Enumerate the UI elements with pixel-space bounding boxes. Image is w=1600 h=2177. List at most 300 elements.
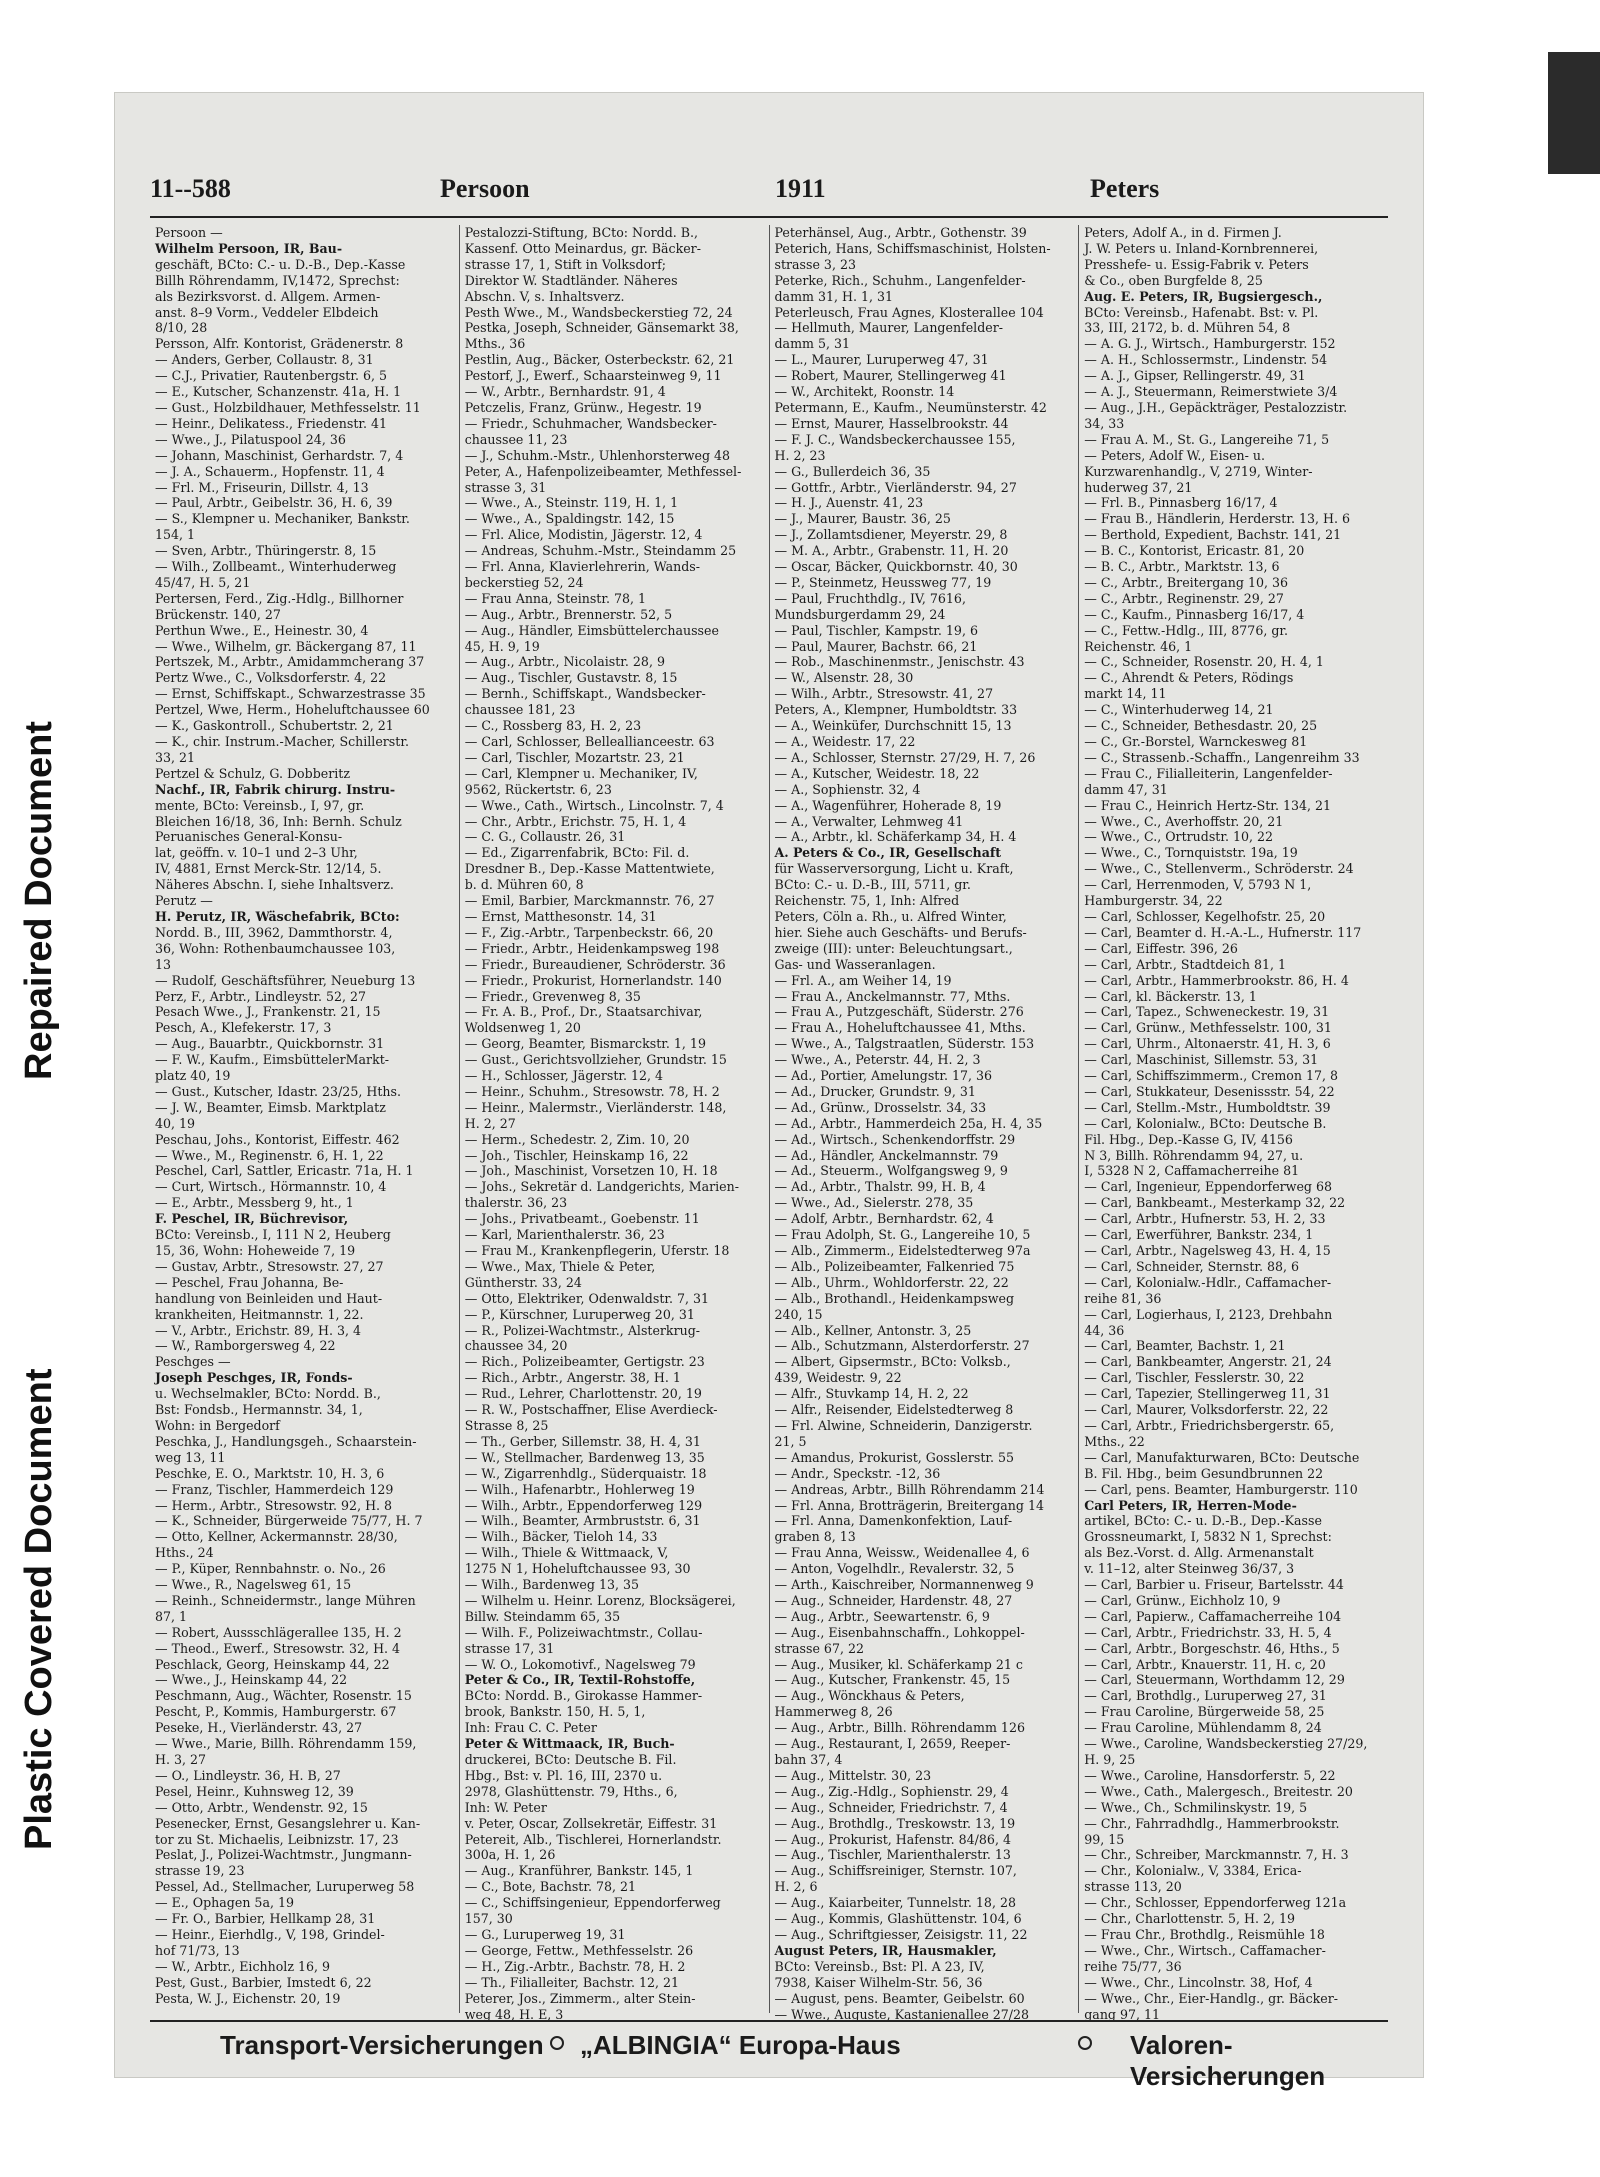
directory-entry-line: — Emil, Barbier, Marckmannstr. 76, 27 (464, 893, 715, 909)
directory-entry-line: — Carl, Arbtr., Hufnerstr. 53, H. 2, 33 (1084, 1211, 1326, 1227)
directory-entry-line: — W., Alsenstr. 28, 30 (774, 670, 914, 686)
directory-entry-line: — A. J., Steuermann, Reimerstwiete 3/4 (1084, 384, 1338, 400)
directory-entry-line: — Joh., Maschinist, Vorsetzen 10, H. 18 (464, 1163, 718, 1179)
directory-entry-line: Petczelis, Franz, Grünw., Hegestr. 19 (464, 399, 702, 415)
directory-entry-line: 45, H. 9, 19 (464, 638, 540, 654)
directory-entry-line: — Friedr., Schuhmacher, Wandsbecker- (464, 415, 717, 431)
directory-entry-line: — Andreas, Schuhm.-Mstr., Steindamm 25 (464, 543, 737, 559)
directory-entry-line: — Aug., Arbtr., Seewartenstr. 6, 9 (774, 1608, 990, 1624)
directory-entry-line: — F. J. C., Wandsbeckerchaussee 155, (774, 431, 1016, 447)
directory-entry-line: — Carl, Arbtr., Friedrichsbergerstr. 65, (1084, 1417, 1335, 1433)
directory-entry-line: — Carl, Schlosser, Belleallianceestr. 63 (464, 734, 715, 749)
directory-entry-line: Perthun Wwe., E., Heinestr. 30, 4 (155, 622, 369, 638)
directory-entry-line: — Ed., Zigarrenfabrik, BCto: Fil. d. (464, 845, 690, 861)
directory-entry-line: — Carl, Papierw., Caffamacherreihe 104 (1084, 1608, 1342, 1624)
directory-entry-line: — Frau Chr., Brothdlg., Reismühle 18 (1084, 1926, 1325, 1942)
directory-entry-line: Perutz — (155, 893, 213, 909)
bullet-circle-icon (1078, 2036, 1092, 2050)
directory-entry-line: — Carl, Tapezier, Stellingerweg 11, 31 (1084, 1386, 1331, 1402)
directory-entry-line: — L., Maurer, Luruperweg 47, 31 (774, 352, 989, 368)
directory-entry-line: Pest, Gust., Barbier, Imstedt 6, 22 (155, 1974, 372, 1990)
directory-entry-line: 15, 36, Wohn: Hoheweide 7, 19 (155, 1243, 356, 1258)
plastic-covered-label: Plastic Covered Document (18, 1368, 60, 1850)
directory-entry-line: — Wwe., M., Reginenstr. 6, H. 1, 22 (155, 1147, 384, 1163)
directory-entry-line: — Frl. A., am Weiher 14, 19 (774, 972, 952, 988)
directory-entry-line: — Gust., Kutscher, Idastr. 23/25, Hths. (155, 1083, 401, 1099)
repaired-document-label: Repaired Document (18, 721, 60, 1080)
directory-entry-line: — Carl, pens. Beamter, Hamburgerstr. 110 (1084, 1481, 1358, 1497)
directory-entry-line: — C., Fettw.-Hdlg., III, 8776, gr. (1084, 622, 1289, 638)
directory-entry-line: — G., Luruperweg 19, 31 (464, 1926, 626, 1942)
directory-entry-line: — Carl, Brothdlg., Luruperweg 27, 31 (1084, 1688, 1327, 1704)
directory-entry-line: — Ernst, Schiffskapt., Schwarzestrasse 35 (155, 686, 426, 702)
directory-entry-line: — Wilh. F., Polizeiwachtmstr., Collau- (464, 1624, 703, 1640)
directory-entry-line: — Peters, Adolf W., Eisen- u. (1084, 447, 1266, 463)
directory-entry-line: beckerstieg 52, 24 (464, 574, 584, 590)
directory-entry-line: — Berthold, Expedient, Bachstr. 141, 21 (1084, 527, 1342, 543)
directory-entry-line: — Reinh., Schneidermstr., lange Mühren (155, 1592, 416, 1608)
directory-entry-line: — Aug., Zig.-Hdlg., Sophienstr. 29, 4 (774, 1783, 1009, 1799)
directory-entry-line: — Wwe., C., Ortrudstr. 10, 22 (1084, 829, 1274, 845)
directory-entry-line: — Wwe., A., Spaldingstr. 142, 15 (464, 511, 675, 527)
directory-entry-line: — Carl, Schiffszimmerm., Cremon 17, 8 (1084, 1068, 1339, 1084)
directory-entry-line: — Th., Filialleiter, Bachstr. 12, 21 (464, 1974, 680, 1990)
directory-entry-line: — Wwe., A., Steinstr. 119, H. 1, 1 (464, 495, 679, 511)
directory-entry-line: 40, 19 (155, 1115, 196, 1131)
directory-entry-line: anst. 8–9 Vorm., Veddeler Elbdeich (155, 304, 379, 320)
directory-entry-line: — Ad., Händler, Anckelmannstr. 79 (774, 1147, 999, 1163)
directory-entry-line: Peters, Adolf A., in d. Firmen J. (1084, 225, 1282, 240)
directory-entry-line: Peschke, E. O., Marktstr. 10, H. 3, 6 (155, 1465, 385, 1481)
directory-entry-line: Güntherstr. 33, 24 (464, 1274, 582, 1290)
directory-entry-line: Nachf., IR, Fabrik chirurg. Instru- (155, 781, 396, 797)
directory-entry-line: markt 14, 11 (1084, 686, 1167, 702)
directory-entry-line: Persoon — (155, 225, 223, 240)
directory-entry-line: — Carl, Ewerführer, Bankstr. 234, 1 (1084, 1227, 1314, 1243)
directory-entry-line: Pesenecker, Ernst, Gesangslehrer u. Kan- (155, 1815, 421, 1831)
directory-entry-line: — Carl, Stukkateur, Desenissstr. 54, 22 (1084, 1083, 1335, 1099)
directory-entry-line: — C.J., Privatier, Rautenbergstr. 6, 5 (155, 368, 388, 384)
directory-entry-line: — J. A., Schauerm., Hopfenstr. 11, 4 (155, 463, 385, 479)
directory-entry-line: — Wwe., Cath., Malergesch., Breitestr. 20 (1084, 1783, 1353, 1799)
directory-entry-line: — Heinr., Malermstr., Vierländerstr. 148, (464, 1099, 727, 1115)
directory-entry-line: tor zu St. Michaelis, Leibnizstr. 17, 23 (155, 1831, 399, 1847)
directory-entry-line: — A., Schlosser, Sternstr. 27/29, H. 7, 26 (774, 749, 1036, 765)
directory-entry-line: 1275 N 1, Hoheluftchaussee 93, 30 (464, 1561, 691, 1577)
directory-entry-line: weg 13, 11 (155, 1449, 226, 1465)
directory-entry-line: Billw. Steindamm 65, 35 (464, 1608, 621, 1624)
directory-entry-line: handlung von Beinleiden und Haut- (155, 1290, 383, 1306)
directory-entry-line: — Ad., Portier, Amelungstr. 17, 36 (774, 1068, 993, 1084)
directory-entry-line: — Carl, Grünw., Methfesselstr. 100, 31 (1084, 1020, 1332, 1036)
directory-entry-line: — A., Weinküfer, Durchschnitt 15, 13 (774, 718, 1012, 734)
directory-entry-line: chaussee 11, 23 (464, 431, 568, 447)
directory-entry-line: thalerstr. 36, 23 (464, 1195, 568, 1211)
directory-entry-line: 9562, Rückertstr. 6, 23 (464, 781, 612, 797)
directory-entry-line: — Andreas, Arbtr., Billh Röhrendamm 214 (774, 1481, 1045, 1497)
directory-entry-line: Peter & Wittmaack, IR, Buch- (464, 1736, 675, 1752)
directory-entry-line: für Wasserversorgung, Licht u. Kraft, (774, 861, 1014, 877)
directory-entry-line: Hbg., Bst: v. Pl. 16, III, 2370 u. (464, 1767, 663, 1783)
directory-entry-line: Bst: Fondsb., Hermannstr. 34, 1, (155, 1402, 363, 1418)
directory-entry-line: — Aug., Schneider, Friedrichstr. 7, 4 (774, 1799, 1008, 1815)
directory-entry-line: — H. J., Auenstr. 41, 23 (774, 495, 924, 511)
directory-entry-line: 154, 1 (155, 527, 196, 543)
directory-entry-line: — Wwe., Marie, Billh. Röhrendamm 159, (155, 1736, 417, 1752)
directory-entry-line: — Frau A., Anckelmannstr. 77, Mths. (774, 988, 1011, 1004)
directory-entry-line: — Aug., J.H., Gepäckträger, Pestalozzistr. (1084, 399, 1348, 415)
directory-entry-line: — Rich., Polizeibeamter, Gertigstr. 23 (464, 1354, 705, 1370)
directory-entry-line: — Frau C., Filialleiterin, Langenfelder- (1084, 765, 1333, 781)
directory-entry-line: reihe 81, 36 (1084, 1290, 1162, 1306)
directory-entry-line: — Frau Anna, Steinstr. 78, 1 (464, 590, 647, 606)
directory-entry-line: — Wwe., R., Nagelsweg 61, 15 (155, 1577, 352, 1593)
directory-entry-line: als Bezirksvorst. d. Allgem. Armen- (155, 288, 381, 304)
directory-entry-line: — Frl. Alwine, Schneiderin, Danzigerstr. (774, 1417, 1033, 1433)
directory-entry-line: Peschka, J., Handlungsgeh., Schaarstein- (155, 1433, 417, 1449)
directory-entry-line: — Wwe., Chr., Wirtsch., Caffamacher- (1084, 1942, 1326, 1958)
directory-entry-line: — George, Fettw., Methfesselstr. 26 (464, 1942, 694, 1958)
directory-entry-line: Strasse 8, 25 (464, 1417, 549, 1433)
directory-entry-line: — Friedr., Prokurist, Hornerlandstr. 140 (464, 972, 722, 988)
directory-entry-line: — A. H., Schlossermstr., Lindenstr. 54 (1084, 352, 1328, 368)
directory-entry-line: — Carl, Klempner u. Mechaniker, IV, (464, 765, 698, 781)
directory-entry-line: — Carl, Manufakturwaren, BCto: Deutsche (1084, 1449, 1360, 1465)
directory-entry-line: H. 2, 23 (774, 447, 826, 463)
directory-entry-line: — Amandus, Prokurist, Gosslerstr. 55 (774, 1449, 1015, 1465)
directory-entry-line: — Wilh., Bäcker, Tieloh 14, 33 (464, 1529, 658, 1545)
directory-entry-line: — Aug., Musiker, kl. Schäferkamp 21 c (774, 1656, 1023, 1672)
directory-entry-line: Brückenstr. 140, 27 (155, 606, 281, 622)
directory-entry-line: — Otto, Elektriker, Odenwaldstr. 7, 31 (464, 1290, 710, 1306)
directory-entry-line: — Aug., Kutscher, Frankenstr. 45, 15 (774, 1672, 1011, 1688)
directory-entry-line: — Ad., Arbtr., Thalstr. 99, H. B, 4 (774, 1179, 986, 1195)
directory-entry-line: bahn 37, 4 (774, 1752, 843, 1767)
directory-entry-line: Pertzel, Wwe, Herm., Hoheluftchaussee 60 (155, 702, 430, 718)
directory-entry-line: — C., Arbtr., Breitergang 10, 36 (1084, 574, 1289, 590)
directory-entry-line: 13 (155, 956, 172, 972)
directory-entry-line: — Carl, Arbtr., Stadtdeich 81, 1 (1084, 956, 1287, 972)
directory-entry-line: — Carl, Schneider, Sternstr. 88, 6 (1084, 1258, 1300, 1274)
directory-entry-line: — Frau B., Händlerin, Herderstr. 13, H. 6 (1084, 511, 1350, 527)
footer-center-ad: „ALBINGIA“ Europa-Haus (580, 2030, 901, 2060)
directory-entry-line: — Alb., Brothandl., Heidenkampsweg (774, 1290, 1015, 1306)
directory-entry-line: lat, geöffn. v. 10–1 und 2–3 Uhr, (155, 845, 358, 861)
directory-entry-line: Pertersen, Ferd., Zig.-Hdlg., Billhorner (155, 590, 404, 606)
directory-entry-line: — Heinr., Delikatess., Friedenstr. 41 (155, 415, 388, 431)
directory-entry-line: — Wilh., Zollbeamt., Winterhuderweg (155, 559, 397, 575)
directory-entry-line: — A., Arbtr., kl. Schäferkamp 34, H. 4 (774, 829, 1017, 845)
directory-entry-line: Petereit, Alb., Tischlerei, Hornerlandstr. (464, 1831, 722, 1847)
directory-entry-line: — Frl. Anna, Damenkonfektion, Lauf- (774, 1513, 1013, 1529)
directory-entry-line: — F. W., Kaufm., EimsbüttelerMarkt- (155, 1052, 390, 1068)
directory-entry-line: Presshefe- u. Essig-Fabrik v. Peters (1084, 256, 1309, 272)
directory-entry-line: H. 3, 27 (155, 1752, 207, 1767)
directory-entry-line: 33, 21 (155, 749, 196, 765)
directory-entry-line: chaussee 181, 23 (464, 702, 576, 718)
directory-entry-line: — Fr. A. B., Prof., Dr., Staatsarchivar, (464, 1004, 703, 1020)
directory-entry-line: — R. W., Postschaffner, Elise Averdieck- (464, 1402, 718, 1418)
directory-columns (150, 225, 1388, 2022)
directory-entry-line: graben 8, 13 (774, 1529, 856, 1545)
directory-entry-line: — Friedr., Arbtr., Heidenkampsweg 198 (464, 940, 720, 956)
directory-entry-line: — C., Schiffsingenieur, Eppendorferweg (464, 1895, 721, 1911)
directory-entry-line: — Ad., Wirtsch., Schenkendorffstr. 29 (774, 1131, 1016, 1147)
directory-entry-line: — Carl, Grünw., Eichholz 10, 9 (1084, 1592, 1281, 1608)
directory-entry-line: damm 31, H. 1, 31 (774, 288, 894, 304)
directory-entry-line: — Carl, Bankbeamt., Mesterkamp 32, 22 (1084, 1195, 1346, 1211)
directory-entry-line: Abschn. V, s. Inhaltsverz. (464, 288, 625, 304)
directory-entry-line: Pestka, Joseph, Schneider, Gänsemarkt 38, (464, 320, 739, 336)
directory-entry-line: BCto: Vereinsb., Hafenabt. Bst: v. Pl. (1084, 304, 1319, 320)
directory-entry-line: IV, 4881, Ernst Merck-Str. 12/14, 5. (155, 861, 382, 877)
directory-entry-line: — August, pens. Beamter, Geibelstr. 60 (774, 1990, 1025, 2006)
directory-entry-line: — Carl, Logierhaus, I, 2123, Drehbahn (1084, 1306, 1333, 1322)
directory-entry-line: Pesel, Heinr., Kuhnsweg 12, 39 (155, 1783, 354, 1799)
directory-entry-line: — Frau C., Heinrich Hertz-Str. 134, 21 (1084, 797, 1332, 813)
directory-entry-line: artikel, BCto: C.- u. D.-B., Dep.-Kasse (1084, 1513, 1322, 1529)
directory-entry-line: — Sven, Arbtr., Thüringerstr. 8, 15 (155, 543, 377, 559)
directory-entry-line: H. Perutz, IR, Wäschefabrik, BCto: (155, 908, 400, 924)
directory-entry-line: — Carl, Tapez., Schweneckestr. 19, 31 (1084, 1004, 1330, 1020)
directory-entry-line: — Alb., Uhrm., Wohldorferstr. 22, 22 (774, 1274, 1009, 1290)
directory-entry-line: — H., Schlosser, Jägerstr. 12, 4 (464, 1068, 664, 1084)
bullet-circle-icon (550, 2036, 564, 2050)
directory-entry-line: 300a, H. 1, 26 (464, 1847, 556, 1863)
directory-entry-line: — W., Ramborgersweg 4, 22 (155, 1338, 336, 1354)
directory-entry-line: — W., Architekt, Roonstr. 14 (774, 384, 955, 400)
directory-entry-line: — H., Zig.-Arbtr., Bachstr. 78, H. 2 (464, 1958, 686, 1974)
directory-entry-line: Reichenstr. 75, 1, Inh: Alfred (774, 893, 960, 909)
directory-entry-line: — Otto, Kellner, Ackermannstr. 28/30, (155, 1529, 398, 1545)
directory-entry-line: — Otto, Arbtr., Wendenstr. 92, 15 (155, 1799, 368, 1815)
directory-entry-line: — C., Schneider, Rosenstr. 20, H. 4, 1 (1084, 654, 1324, 670)
directory-entry-line: — Aug., Arbtr., Billh. Röhrendamm 126 (774, 1720, 1025, 1736)
directory-entry-line: H. 9, 25 (1084, 1752, 1136, 1767)
directory-entry-line: — P., Steinmetz, Heussweg 77, 19 (774, 574, 992, 590)
directory-entry-line: — Ad., Grünw., Drosselstr. 34, 33 (774, 1099, 987, 1115)
directory-entry-line: — Frl. Alice, Modistin, Jägerstr. 12, 4 (464, 527, 703, 543)
directory-entry-line: Peschges — (155, 1354, 231, 1370)
directory-entry-line: — Carl, Beamter, Bachstr. 1, 21 (1084, 1338, 1286, 1354)
directory-entry-line: — Rich., Arbtr., Angerstr. 38, H. 1 (464, 1370, 681, 1386)
directory-entry-line: hof 71/73, 13 (155, 1942, 240, 1958)
directory-entry-line: damm 47, 31 (1084, 781, 1168, 797)
directory-entry-line: — Robert, Aussschlägerallee 135, H. 2 (155, 1624, 402, 1640)
directory-entry-line: — A., Wagenführer, Hoherade 8, 19 (774, 797, 1002, 813)
directory-entry-line: — Alb., Polizeibeamter, Falkenried 75 (774, 1258, 1015, 1274)
directory-entry-line: — E., Arbtr., Messberg 9, ht., 1 (155, 1195, 354, 1211)
directory-entry-line: — Carl, Tischler, Fesslerstr. 30, 22 (1084, 1370, 1305, 1386)
directory-entry-line: — Carl, Bankbeamter, Angerstr. 21, 24 (1084, 1354, 1332, 1370)
directory-entry-line: — K., chir. Instrum.-Macher, Schillerstr. (155, 734, 409, 749)
directory-entry-line: — K., Schneider, Bürgerweide 75/77, H. 7 (155, 1513, 423, 1529)
directory-entry-line: — Aug., Schriftgiesser, Zeisigstr. 11, 22 (774, 1926, 1028, 1942)
directory-entry-line: — Aug., Eisenbahnschaffn., Lohkoppel- (774, 1624, 1025, 1640)
directory-entry-line: — Wilh., Bardenweg 13, 35 (464, 1577, 640, 1593)
directory-entry-line: mente, BCto: Vereinsb., I, 97, gr. (155, 797, 365, 813)
directory-entry-line: — C., Rossberg 83, H. 2, 23 (464, 718, 642, 734)
directory-entry-line: — A., Sophienstr. 32, 4 (774, 781, 921, 797)
directory-entry-line: — W., Arbtr., Bernhardstr. 91, 4 (464, 384, 666, 400)
directory-entry-line: F. Peschel, IR, Büchrevisor, (155, 1211, 349, 1227)
directory-entry-line: — C., Schneider, Bethesdastr. 20, 25 (1084, 718, 1318, 734)
directory-entry-line: — Gottfr., Arbtr., Vierländerstr. 94, 27 (774, 479, 1017, 495)
directory-entry-line: — Paul, Maurer, Bachstr. 66, 21 (774, 638, 978, 654)
directory-entry-line: huderweg 37, 21 (1084, 479, 1193, 495)
directory-entry-line: — B. C., Kontorist, Ericastr. 81, 20 (1084, 543, 1305, 559)
directory-entry-line: — Johs., Privatbeamt., Goebenstr. 11 (464, 1211, 700, 1227)
directory-entry-line: Peters, A., Klempner, Humboldtstr. 33 (774, 702, 1018, 718)
directory-entry-line: — Carl, Arbtr., Nagelsweg 43, H. 4, 15 (1084, 1243, 1331, 1258)
directory-entry-line: weg 48, H. E, 3 (464, 2006, 564, 2022)
header-left-name: Persoon (440, 174, 530, 203)
directory-entry-line: — C., Arbtr., Reginenstr. 29, 27 (1084, 590, 1284, 606)
directory-entry-line: H. 2, 27 (464, 1115, 516, 1131)
directory-entry-line: — Aug., Wönckhaus & Peters, (774, 1688, 965, 1704)
directory-entry-line: strasse 3, 31 (464, 479, 547, 495)
directory-entry-line: Fil. Hbg., Dep.-Kasse G, IV, 4156 (1084, 1131, 1293, 1147)
directory-entry-line: chaussee 34, 20 (464, 1338, 568, 1354)
directory-entry-line: — Johann, Maschinist, Gerhardstr. 7, 4 (155, 447, 404, 463)
directory-entry-line: Peschlack, Georg, Heinskamp 44, 22 (155, 1656, 390, 1672)
directory-entry-line: — W., Arbtr., Eichholz 16, 9 (155, 1958, 331, 1974)
directory-entry-line: — Frau Anna, Weissw., Weidenallee 4, 6 (774, 1545, 1030, 1561)
footer-left-ad: Transport-Versicherungen (220, 2030, 544, 2060)
header-right-name: Peters (1090, 174, 1160, 203)
directory-entry-line: Peschau, Johs., Kontorist, Eiffestr. 462 (155, 1131, 400, 1147)
directory-entry-line: Reichenstr. 46, 1 (1084, 638, 1193, 654)
directory-entry-line: — Wilhelm u. Heinr. Lorenz, Blocksägerei, (464, 1592, 736, 1608)
directory-entry-line: Peterich, Hans, Schiffsmaschinist, Holsten- (774, 240, 1051, 256)
directory-entry-line: Pertszek, M., Arbtr., Amidammcherang 37 (155, 654, 425, 670)
directory-entry-line: — Hellmuth, Maurer, Langenfelder- (774, 320, 1003, 336)
directory-entry-line: — C., Bote, Bachstr. 78, 21 (464, 1879, 637, 1895)
directory-entry-line: — Wwe., J., Heinskamp 44, 22 (155, 1672, 348, 1688)
directory-entry-line: Peterleusch, Frau Agnes, Klosterallee 104 (774, 304, 1044, 320)
directory-entry-line: — Herm., Arbtr., Stresowstr. 92, H. 8 (155, 1497, 393, 1513)
directory-entry-line: Pestorf, J., Ewerf., Schaarsteinweg 9, 11 (464, 368, 722, 384)
directory-entry-line: — Wwe., Ch., Schmilinskystr. 19, 5 (1084, 1799, 1308, 1815)
directory-entry-line: — Alb., Schutzmann, Alsterdorferstr. 27 (774, 1338, 1030, 1354)
directory-entry-line: — K., Gaskontroll., Schubertstr. 2, 21 (155, 718, 394, 734)
directory-entry-line: Pertzel & Schulz, G. Dobberitz (155, 765, 350, 781)
directory-entry-line: Peruanisches General-Konsu- (155, 829, 343, 845)
directory-entry-line: — Aug., Kaiarbeiter, Tunnelstr. 18, 28 (774, 1895, 1016, 1911)
directory-entry-line: — Carl, Maurer, Volksdorferstr. 22, 22 (1084, 1402, 1329, 1418)
directory-entry-line: — Johs., Sekretär d. Landgerichts, Marien- (464, 1179, 739, 1195)
directory-entry-line: — Wilh., Thiele & Wittmaack, V, (464, 1545, 669, 1561)
directory-entry-line: BCto: Vereinsb., Bst: Pl. A 23, IV, (774, 1958, 985, 1974)
directory-entry-line: — Ad., Arbtr., Hammerdeich 25a, H. 4, 35 (774, 1115, 1043, 1131)
directory-entry-line: — Wwe., Caroline, Wandsbeckerstieg 27/29, (1084, 1736, 1368, 1752)
directory-column-1 (150, 225, 460, 2013)
directory-entry-line: krankheiten, Heitmannstr. 1, 22. (155, 1306, 364, 1322)
directory-entry-line: damm 5, 31 (774, 336, 851, 352)
directory-entry-line: — O., Lindleystr. 36, H. B, 27 (155, 1767, 341, 1783)
directory-entry-line: B. Fil. Hbg., beim Gesundbrunnen 22 (1084, 1465, 1324, 1481)
directory-entry-line: — Paul, Arbtr., Geibelstr. 36, H. 6, 39 (155, 495, 393, 511)
directory-entry-line: — J. W., Beamter, Eimsb. Marktplatz (155, 1099, 386, 1115)
directory-entry-line: — Wilh., Hafenarbtr., Hohlerweg 19 (464, 1481, 695, 1497)
directory-entry-line: Dresdner B., Dep.-Kasse Mattentwiete, (464, 861, 715, 877)
directory-entry-line: Kurzwarenhandlg., V, 2719, Winter- (1084, 463, 1313, 479)
directory-entry-line: Pessel, Ad., Stellmacher, Luruperweg 58 (155, 1879, 415, 1895)
directory-entry-line: — E., Kutscher, Schanzenstr. 41a, H. 1 (155, 384, 402, 400)
directory-entry-line: — G., Bullerdeich 36, 35 (774, 463, 931, 479)
directory-entry-line: Direktor W. Stadtländer. Näheres (464, 272, 678, 288)
directory-entry-line: Petermann, E., Kaufm., Neumünsterstr. 42 (774, 399, 1047, 415)
directory-entry-line: Näheres Abschn. I, siehe Inhaltsverz. (155, 877, 394, 893)
directory-entry-line: — Wwe., Max, Thiele & Peter, (464, 1258, 656, 1274)
directory-entry-line: — Carl, Schlosser, Kegelhofstr. 25, 20 (1084, 908, 1326, 924)
directory-entry-line: A. Peters & Co., IR, Gesellschaft (774, 845, 1002, 861)
directory-entry-line: Hths., 24 (155, 1545, 214, 1561)
directory-entry-line: — Wwe., A., Talgstraatlen, Süderstr. 153 (774, 1036, 1035, 1052)
directory-entry-line: — Wwe., C., Averhoffstr. 20, 21 (1084, 813, 1284, 829)
directory-entry-line: — Bernh., Schiffskapt., Wandsbecker- (464, 686, 706, 702)
directory-entry-line: Peterer, Jos., Zimmerm., alter Stein- (464, 1990, 696, 2006)
directory-entry-line: Pescht, P., Kommis, Hamburgerstr. 67 (155, 1704, 397, 1720)
directory-entry-line: strasse 17, 31 (464, 1640, 555, 1656)
directory-entry-line: BCto: Nordd. B., Girokasse Hammer- (464, 1688, 703, 1704)
scan-edge-tab (1548, 52, 1600, 174)
directory-entry-line: Bleichen 16/18, 36, Inh: Bernh. Schulz (155, 813, 402, 829)
directory-entry-line: August Peters, IR, Hausmakler, (774, 1942, 997, 1958)
directory-entry-line: — Karl, Marienthalerstr. 36, 23 (464, 1227, 665, 1243)
directory-entry-line: — Heinr., Eierhdlg., V, 198, Grindel- (155, 1926, 385, 1942)
directory-entry-line: — J., Schuhm.-Mstr., Uhlenhorsterweg 48 (464, 447, 731, 463)
directory-entry-line: — Fr. O., Barbier, Hellkamp 28, 31 (155, 1911, 376, 1927)
directory-entry-line: J. W. Peters u. Inland-Kornbrennerei, (1084, 240, 1319, 256)
directory-entry-line: — Frau Caroline, Mühlendamm 8, 24 (1084, 1720, 1322, 1736)
header-year: 1911 (775, 174, 826, 203)
directory-entry-line: — Robert, Maurer, Stellingerweg 41 (774, 368, 1007, 384)
directory-entry-line: — Theod., Ewerf., Stresowstr. 32, H. 4 (155, 1640, 401, 1656)
page-header (150, 174, 1388, 214)
directory-entry-line: Mths., 36 (464, 336, 526, 352)
directory-entry-line: Pertz Wwe., C., Volksdorferstr. 4, 22 (155, 670, 387, 686)
directory-entry-line: — B. C., Arbtr., Marktstr. 13, 6 (1084, 559, 1280, 575)
directory-entry-line: — Carl, Steuermann, Worthdamm 12, 29 (1084, 1672, 1345, 1688)
directory-entry-line: — Georg, Beamter, Bismarckstr. 1, 19 (464, 1036, 706, 1052)
directory-entry-line: — Wwe., C., Tornquiststr. 19a, 19 (1084, 845, 1298, 861)
directory-entry-line: — Paul, Fruchthdlg., IV, 7616, (774, 590, 966, 606)
directory-entry-line: — C., Strassenb.-Schaffn., Langenreihm 33 (1084, 749, 1360, 765)
directory-entry-line: — Aug., Schneider, Hardenstr. 48, 27 (774, 1592, 1013, 1608)
directory-entry-line: Nordd. B., III, 3962, Dammthorstr. 4, (155, 924, 393, 940)
directory-entry-line: 240, 15 (774, 1306, 823, 1322)
directory-entry-line: — Chr., Schlosser, Eppendorferweg 121a (1084, 1895, 1347, 1911)
directory-entry-line: — Wwe., Wilhelm, gr. Bäckergang 87, 11 (155, 638, 417, 654)
directory-entry-line: BCto: C.- u. D.-B., III, 5711, gr. (774, 877, 971, 893)
directory-entry-line: — Anders, Gerber, Collaustr. 8, 31 (155, 352, 374, 368)
directory-entry-line: 7938, Kaiser Wilhelm-Str. 56, 36 (774, 1974, 983, 1990)
directory-entry-line: Wilhelm Persoon, IR, Bau- (155, 240, 343, 256)
page-number: 11--588 (150, 174, 231, 203)
directory-entry-line: 157, 30 (464, 1911, 513, 1927)
directory-entry-line: 44, 36 (1084, 1322, 1125, 1338)
directory-entry-line: Pestalozzi-Stiftung, BCto: Nordd. B., (464, 225, 699, 240)
directory-entry-line: strasse 67, 22 (774, 1640, 864, 1656)
directory-entry-line: — Carl, Uhrm., Altonaerstr. 41, H. 3, 6 (1084, 1036, 1331, 1052)
directory-entry-line: strasse 19, 23 (155, 1863, 245, 1879)
directory-entry-line: — W., Stellmacher, Bardenweg 13, 35 (464, 1449, 705, 1465)
directory-entry-line: — Aug., Tischler, Gustavstr. 8, 15 (464, 670, 678, 686)
directory-entry-line: Peters, Cöln a. Rh., u. Alfred Winter, (774, 908, 1007, 924)
directory-entry-line: — Frau A., Hoheluftchaussee 41, Mths. (774, 1020, 1026, 1036)
directory-entry-line: — Wwe., Chr., Lincolnstr. 38, Hof, 4 (1084, 1974, 1313, 1990)
